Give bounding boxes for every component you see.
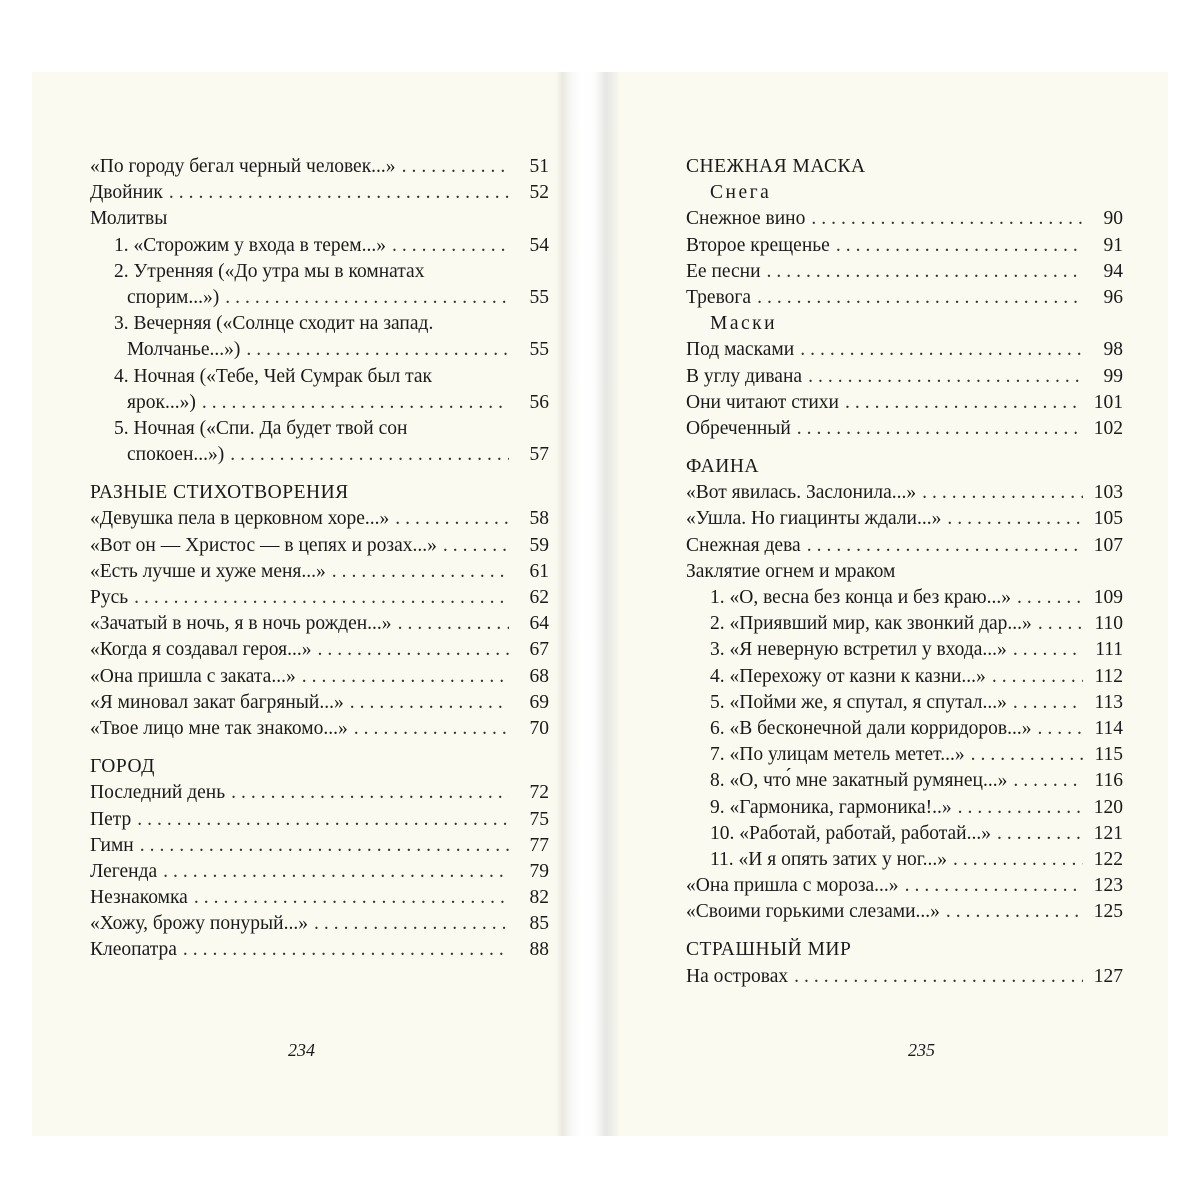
toc-page-number: 116 (1094, 770, 1123, 792)
section-spacer (90, 468, 549, 480)
section-heading-text: СТРАШНЫЙ МИР (686, 939, 852, 961)
toc-entry (90, 154, 549, 180)
toc-entry-title: «Когда я создавал героя...» (90, 639, 312, 661)
toc-entry-title: «Я миновал закат багряный...» (90, 691, 344, 713)
toc-entry (686, 664, 1123, 690)
toc-page-number: 114 (1094, 717, 1123, 739)
toc-page-number: 115 (1094, 744, 1123, 766)
toc-entry (686, 364, 1123, 390)
page-number-left: 234 (288, 1040, 315, 1060)
toc-entry-line (90, 311, 549, 337)
toc-page-number: 85 (529, 913, 549, 935)
dot-leader (137, 807, 509, 833)
section-spacer (686, 925, 1123, 937)
toc-entry-title: «Она пришла с заката...» (90, 665, 296, 687)
dot-leader (953, 847, 1083, 873)
dot-leader (1037, 716, 1083, 742)
cycle-heading (90, 206, 549, 232)
dot-leader (1013, 768, 1083, 794)
dot-leader (140, 833, 509, 859)
toc-entry-title: Русь (90, 587, 129, 608)
toc-entry (90, 180, 549, 206)
subsection-heading-text: Маски (710, 313, 778, 335)
toc-entry-title: 9. «Гармоника, гармоника!..» (710, 796, 952, 818)
dot-leader (807, 533, 1083, 559)
section-heading-text: ГОРОД (90, 756, 155, 778)
toc-entry (90, 533, 549, 559)
toc-entry (686, 716, 1123, 742)
toc-page-number: 110 (1094, 613, 1123, 635)
toc-entry-title: «Ушла. Но гиацинты ждали...» (686, 508, 942, 530)
toc-page-number: 96 (1103, 286, 1123, 308)
dot-leader (800, 337, 1083, 363)
toc-page-number: 120 (1093, 796, 1123, 818)
dot-leader (1013, 690, 1083, 716)
toc-page-number: 54 (529, 234, 549, 256)
dot-leader (392, 233, 509, 259)
section-spacer (90, 742, 549, 754)
toc-entry-title: 6. «В бесконечной дали корридоров...» (710, 717, 1032, 739)
dot-leader (443, 533, 509, 559)
dot-leader (808, 364, 1083, 390)
toc-entry (686, 206, 1123, 232)
toc-page-number: 79 (529, 860, 549, 882)
toc-page-number: 75 (529, 808, 549, 830)
toc-page-number: 109 (1093, 587, 1123, 608)
toc-entry-title: «Своими горькими слезами...» (686, 901, 940, 923)
subsection-heading (686, 180, 1123, 206)
section-heading-text: ФАИНА (686, 456, 760, 478)
toc-entry-title: 4. «Перехожу от казни к казни...» (710, 665, 986, 687)
toc-entry (90, 911, 549, 937)
dot-leader (794, 964, 1083, 990)
toc-entry-title: 3. Вечерняя («Солнце сходит на запад. (114, 313, 434, 335)
toc-entry (686, 585, 1123, 611)
toc-entry-title: «Есть лучше и хуже меня...» (90, 560, 326, 582)
toc-entry (90, 833, 549, 859)
toc-entry (90, 390, 549, 416)
toc-page-number: 125 (1093, 901, 1123, 923)
toc-entry-title: 10. «Работай, работай, работай...» (710, 822, 991, 844)
toc-entry-title: Снежная дева (686, 534, 801, 556)
section-heading-text: РАЗНЫЕ СТИХОТВОРЕНИЯ (90, 482, 349, 504)
toc-entry (90, 637, 549, 663)
toc-page-number: 105 (1093, 508, 1123, 530)
toc-entry-title: Обреченный (686, 417, 791, 439)
toc-entry (90, 807, 549, 833)
dot-leader (1017, 585, 1083, 611)
dot-leader (395, 506, 509, 532)
toc-entry (90, 233, 549, 259)
left-page (32, 72, 564, 1136)
toc-page-number: 111 (1095, 639, 1123, 661)
cycle-heading-text: Заклятие огнем и мраком (686, 560, 896, 582)
toc-page-number: 122 (1093, 848, 1123, 870)
toc-entry (90, 664, 549, 690)
toc-entry-title: Петр (90, 808, 132, 830)
toc-entry (686, 480, 1123, 506)
dot-leader (246, 337, 509, 363)
dot-leader (757, 285, 1083, 311)
toc-entry-title: Клеопатра (90, 939, 177, 961)
toc-page-number: 90 (1103, 208, 1123, 230)
cycle-heading-text: Молитвы (90, 208, 168, 230)
dot-leader (194, 885, 509, 911)
dot-leader (183, 937, 509, 963)
toc-entry (686, 285, 1123, 311)
dot-leader (302, 664, 509, 690)
toc-entry (686, 637, 1123, 663)
toc-entry (686, 690, 1123, 716)
dot-leader (225, 285, 509, 311)
toc-page-number: 82 (529, 887, 549, 909)
toc-entry (90, 716, 549, 742)
toc-entry-title: 2. «Приявший мир, как звонкий дар...» (710, 613, 1032, 635)
toc-page-number: 121 (1093, 822, 1123, 844)
toc-entry (90, 506, 549, 532)
page-number-right: 235 (908, 1040, 935, 1060)
toc-entry (686, 533, 1123, 559)
dot-leader (332, 559, 509, 585)
toc-entry (686, 233, 1123, 259)
dot-leader (231, 780, 509, 806)
toc-entry-title: Последний день (90, 782, 226, 804)
toc-entry (686, 821, 1123, 847)
toc-entry-title: Незнакомка (90, 887, 188, 909)
dot-leader (1013, 637, 1083, 663)
toc-page-number: 88 (529, 939, 549, 961)
dot-leader (202, 390, 509, 416)
cycle-heading (686, 559, 1123, 585)
dot-leader (797, 416, 1083, 442)
toc-entry-title: В углу дивана (686, 365, 803, 387)
table-of-contents-right (686, 154, 1123, 990)
toc-entry-title: Под масками (686, 339, 795, 361)
toc-entry-title: 11. «И я опять затих у ног...» (710, 848, 947, 870)
toc-entry (90, 937, 549, 963)
toc-entry-title: На островах (686, 965, 789, 987)
dot-leader (992, 664, 1083, 690)
toc-entry-title: Второе крещенье (686, 234, 830, 256)
toc-entry-title: «Она пришла с мороза...» (686, 875, 899, 897)
toc-entry (686, 873, 1123, 899)
toc-entry (90, 690, 549, 716)
toc-entry (686, 742, 1123, 768)
toc-entry-title: Гимн (90, 834, 134, 856)
toc-entry-title: 7. «По улицам метель метет...» (710, 744, 965, 766)
table-of-contents-left (90, 154, 549, 964)
dot-leader (163, 859, 509, 885)
dot-leader (314, 911, 509, 937)
toc-entry-title: Снежное вино (686, 208, 806, 230)
toc-entry (90, 285, 549, 311)
section-heading (90, 754, 549, 780)
toc-entry-title: 8. «О, что́ мне закатный румянец...» (710, 770, 1008, 792)
dot-leader (946, 899, 1083, 925)
toc-entry-title: спокоен...») (127, 444, 225, 466)
toc-entry-title: 1. «О, весна без конца и без краю...» (710, 587, 1011, 608)
toc-entry (90, 859, 549, 885)
toc-entry-title: 5. «Пойми же, я спутал, я спутал...» (710, 691, 1007, 713)
dot-leader (767, 259, 1083, 285)
toc-entry-title: 5. Ночная («Спи. Да будет твой сон (114, 417, 408, 439)
dot-leader (958, 795, 1083, 821)
toc-entry (686, 768, 1123, 794)
toc-page-number: 103 (1093, 482, 1123, 504)
dot-leader (922, 480, 1083, 506)
toc-page-number: 52 (529, 182, 549, 204)
toc-entry-title: Ее песни (686, 260, 761, 282)
toc-page-number: 127 (1093, 965, 1123, 987)
toc-entry (686, 611, 1123, 637)
toc-entry-title: Молчанье...») (127, 339, 241, 361)
section-heading (90, 480, 549, 506)
toc-page-number: 69 (529, 691, 549, 713)
toc-page-number: 57 (529, 444, 549, 466)
toc-page-number: 62 (529, 587, 549, 608)
dot-leader (1038, 611, 1083, 637)
dot-leader (317, 637, 509, 663)
toc-entry (686, 506, 1123, 532)
toc-page-number: 51 (529, 156, 549, 177)
dot-leader (350, 690, 509, 716)
dot-leader (845, 390, 1083, 416)
toc-page-number: 107 (1093, 534, 1123, 556)
dot-leader (811, 206, 1083, 232)
toc-entry-line (90, 416, 549, 442)
toc-entry-title: «По городу бегал черный человек...» (90, 156, 396, 177)
toc-entry (90, 337, 549, 363)
dot-leader (402, 154, 509, 180)
section-heading (686, 937, 1123, 963)
subsection-heading (686, 311, 1123, 337)
toc-entry-title: 2. Утренняя («До утра мы в комнатах (114, 260, 425, 282)
toc-entry-title: спорим...») (127, 286, 220, 308)
dot-leader (398, 611, 509, 637)
toc-page-number: 112 (1094, 665, 1123, 687)
toc-entry (90, 585, 549, 611)
right-page (604, 72, 1168, 1136)
toc-page-number: 68 (529, 665, 549, 687)
toc-entry (686, 964, 1123, 990)
toc-entry-title: «Вот он — Христос — в цепях и розах...» (90, 534, 437, 556)
toc-entry (686, 390, 1123, 416)
dot-leader (971, 742, 1083, 768)
book-spread (32, 72, 1168, 1136)
toc-entry (90, 885, 549, 911)
toc-page-number: 56 (529, 391, 549, 413)
section-heading-text: СНЕЖНАЯ МАСКА (686, 156, 866, 177)
toc-entry (90, 611, 549, 637)
toc-page-number: 101 (1093, 391, 1123, 413)
toc-page-number: 94 (1103, 260, 1123, 282)
toc-page-number: 58 (529, 508, 549, 530)
subsection-heading-text: Снега (710, 182, 772, 204)
toc-page-number: 98 (1103, 339, 1123, 361)
toc-entry-title: «Девушка пела в церковном хоре...» (90, 508, 390, 530)
section-heading (686, 154, 1123, 180)
toc-entry-title: Легенда (90, 860, 158, 882)
toc-page-number: 55 (529, 286, 549, 308)
toc-entry-title: «Твое лицо мне так знакомо...» (90, 717, 348, 739)
toc-page-number: 91 (1103, 234, 1123, 256)
toc-entry-title: 1. «Сторожим у входа в терем...» (114, 234, 387, 256)
toc-entry-title: Тревога (686, 286, 752, 308)
toc-entry-title: «Зачатый в ночь, я в ночь рожден...» (90, 613, 392, 635)
toc-entry-title: Двойник (90, 182, 163, 204)
toc-entry (90, 559, 549, 585)
dot-leader (169, 180, 509, 206)
dot-leader (905, 873, 1083, 899)
toc-entry (90, 442, 549, 468)
toc-entry (90, 780, 549, 806)
section-spacer (686, 442, 1123, 454)
toc-page-number: 61 (529, 560, 549, 582)
toc-entry-line (90, 259, 549, 285)
toc-page-number: 99 (1103, 365, 1123, 387)
toc-entry-title: 3. «Я неверную встретил у входа...» (710, 639, 1007, 661)
toc-page-number: 77 (529, 834, 549, 856)
toc-page-number: 72 (529, 782, 549, 804)
toc-entry (686, 795, 1123, 821)
toc-entry-title: ярок...») (127, 391, 196, 413)
dot-leader (230, 442, 509, 468)
toc-entry (686, 259, 1123, 285)
toc-entry (686, 847, 1123, 873)
toc-page-number: 55 (529, 339, 549, 361)
dot-leader (947, 506, 1083, 532)
toc-entry (686, 337, 1123, 363)
toc-entry (686, 899, 1123, 925)
toc-entry-line (90, 364, 549, 390)
dot-leader (134, 585, 509, 611)
toc-page-number: 70 (529, 717, 549, 739)
toc-entry-title: «Хожу, брожу понурый...» (90, 913, 308, 935)
toc-page-number: 59 (529, 534, 549, 556)
dot-leader (997, 821, 1083, 847)
toc-page-number: 64 (529, 613, 549, 635)
toc-page-number: 113 (1094, 691, 1123, 713)
toc-entry (686, 416, 1123, 442)
toc-entry-title: «Вот явилась. Заслонила...» (686, 482, 917, 504)
toc-page-number: 123 (1093, 875, 1123, 897)
dot-leader (354, 716, 509, 742)
toc-entry-title: Они читают стихи (686, 391, 839, 413)
dot-leader (836, 233, 1083, 259)
toc-page-number: 102 (1093, 417, 1123, 439)
section-heading (686, 454, 1123, 480)
toc-entry-title: 4. Ночная («Тебе, Чей Сумрак был так (114, 365, 432, 387)
toc-page-number: 67 (529, 639, 549, 661)
